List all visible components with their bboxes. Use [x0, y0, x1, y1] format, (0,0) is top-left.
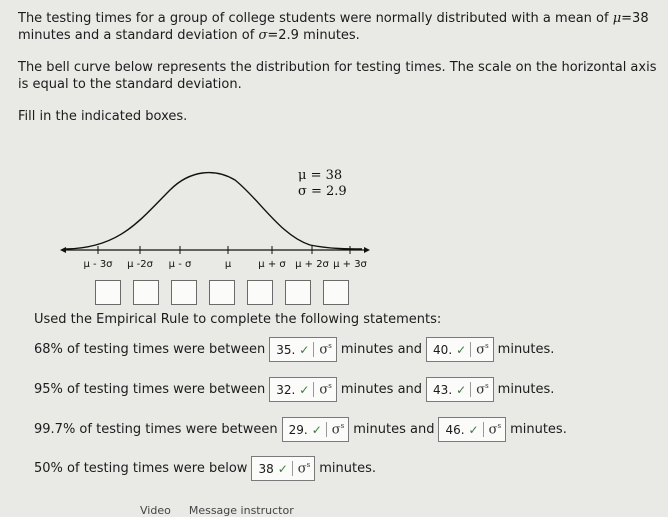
statements-intro: Used the Empirical Rule to complete the following statements: [34, 312, 442, 327]
empty-answer-box[interactable] [247, 280, 273, 305]
std-dev-value: =2.9 [267, 28, 299, 43]
statement-text: minutes and [353, 422, 435, 437]
axis-label: μ + 3σ [333, 259, 367, 270]
sigma-button[interactable]: $\sigma^s$ [483, 422, 501, 437]
check-icon: ✓ [277, 461, 288, 476]
sigma-button-label: σ [297, 461, 307, 477]
empty-answer-box[interactable] [171, 280, 197, 305]
message-instructor-link[interactable]: Message instructor [188, 504, 294, 517]
sigma-button[interactable]: $\sigma^s$ [326, 422, 344, 437]
problem-paragraph-1 [18, 10, 658, 44]
check-icon: ✓ [456, 382, 467, 397]
axis-label: μ + 2σ [295, 259, 329, 270]
statement-text: minutes. [497, 382, 555, 397]
sigma-button-label: σ [476, 342, 486, 358]
problem-text-part: The testing times for a group of college students were normally distributed with a mean of [18, 11, 609, 26]
sigma-button[interactable]: $\sigma^s$ [470, 342, 488, 357]
sigma-button[interactable]: $\sigma^s$ [470, 382, 488, 397]
mu-label: μ = 38 [298, 168, 343, 183]
answer-value: 40. [433, 342, 453, 357]
video-link[interactable]: Video [140, 504, 171, 517]
sigma-button[interactable]: $\sigma^s$ [313, 342, 331, 357]
empty-answer-box[interactable] [323, 280, 349, 305]
sigma-button-label: σ [476, 382, 486, 398]
problem-text [18, 10, 658, 140]
answer-input-95-low[interactable] [269, 377, 337, 402]
statement-99-7 [34, 417, 567, 442]
answer-input-99-7-low[interactable] [282, 417, 350, 442]
sigma-button[interactable]: $\sigma^s$ [313, 382, 331, 397]
axis-label: μ - σ [168, 259, 192, 270]
sigma-button[interactable]: $\sigma^s$ [292, 461, 310, 476]
answer-input-95-high[interactable] [426, 377, 494, 402]
problem-text-part: minutes. [303, 28, 360, 43]
empty-answer-box[interactable] [285, 280, 311, 305]
answer-value: 35. [276, 342, 296, 357]
axis-label: μ -2σ [127, 259, 153, 270]
statement-text: minutes and [340, 342, 423, 357]
problem-text-part: minutes and a standard deviation of [18, 28, 255, 43]
answer-value: 29. [288, 422, 308, 437]
mean-value: =38 [621, 11, 649, 26]
statement-text: minutes. [510, 422, 567, 437]
axis-label: μ [224, 259, 232, 270]
check-icon: ✓ [311, 422, 322, 437]
empty-answer-box[interactable] [209, 280, 235, 305]
sigma-label: σ = 2.9 [298, 184, 347, 199]
empty-answer-box[interactable] [133, 280, 159, 305]
sigma-button-label: σ [319, 382, 329, 398]
sigma-button-label: σ [488, 422, 498, 438]
statement-text: 95% of testing times were between [34, 382, 266, 397]
sigma-symbol: σ [258, 28, 268, 43]
axis-arrow-left-icon [60, 247, 66, 253]
statement-text: minutes. [497, 342, 555, 357]
problem-paragraph-3: Fill in the indicated boxes. [18, 109, 188, 124]
axis-label: μ - 3σ [83, 259, 113, 270]
footer-bar [140, 504, 294, 517]
check-icon: ✓ [299, 342, 310, 357]
answer-value: 32. [276, 382, 296, 397]
axis-label: μ + σ [258, 259, 286, 270]
empty-answer-box[interactable] [95, 280, 121, 305]
statement-text: 68% of testing times were between [34, 342, 266, 357]
check-icon: ✓ [456, 342, 467, 357]
statement-text: minutes. [319, 461, 377, 476]
answer-input-68-low[interactable] [269, 337, 337, 362]
answer-input-68-high[interactable] [426, 337, 494, 362]
mu-symbol: μ [612, 11, 622, 26]
statement-text: minutes and [340, 382, 423, 397]
statement-95 [34, 377, 554, 402]
sigma-button-label: σ [331, 422, 341, 438]
sigma-button-label: σ [319, 342, 329, 358]
statement-text: 50% of testing times were below [34, 461, 248, 476]
check-icon: ✓ [299, 382, 310, 397]
statement-50 [34, 456, 376, 481]
answer-value: 38 [258, 461, 274, 476]
axis-arrow-right-icon [364, 247, 370, 253]
answer-value: 46. [445, 422, 465, 437]
statement-68 [34, 337, 554, 362]
answer-input-99-7-high[interactable] [438, 417, 506, 442]
answer-value: 43. [433, 382, 453, 397]
answer-input-50[interactable] [251, 456, 315, 481]
statement-text: 99.7% of testing times were between [34, 422, 278, 437]
problem-paragraph-2: The bell curve below represents the distribution for testing times. The scale on the horizontal axis is equal to the standard deviation. [18, 60, 657, 92]
check-icon: ✓ [468, 422, 479, 437]
